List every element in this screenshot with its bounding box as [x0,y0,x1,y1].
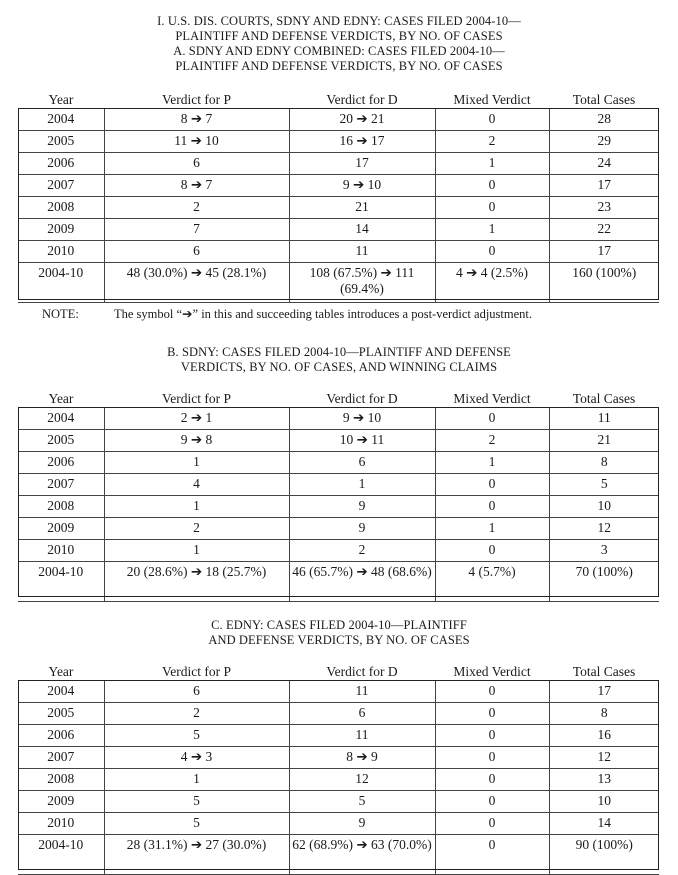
column-header: Total Cases [549,389,659,408]
column-header: Total Cases [549,662,659,681]
total-cell: 46 (65.7%) ➔ 48 (68.6%) [289,562,435,602]
table-a [18,90,659,303]
note [42,306,532,322]
table-cell: 0 [435,241,549,263]
table-cell: 10 ➔ 11 [289,430,435,452]
note-text: The symbol “➔” in this and succeeding tables introduces a post-verdict adjustment. [114,307,533,321]
total-cell: 2004-10 [18,835,104,875]
table-cell: 9 ➔ 10 [289,175,435,197]
table-cell: 14 [289,219,435,241]
table-cell: 20 ➔ 21 [289,109,435,131]
column-header: Verdict for D [289,662,435,681]
table-row [18,452,659,474]
table-cell: 13 [549,769,659,791]
total-row [18,835,659,875]
column-header: Total Cases [549,90,659,109]
heading-line: AND DEFENSE VERDICTS, BY NO. OF CASES [208,633,470,647]
total-cell: 62 (68.9%) ➔ 63 (70.0%) [289,835,435,875]
table-cell: 2008 [18,769,104,791]
table-cell: 16 ➔ 17 [289,131,435,153]
table-cell: 2005 [18,430,104,452]
table-cell: 5 [104,725,289,747]
heading-line: B. SDNY: CASES FILED 2004-10—PLAINTIFF AND DEFENSE [167,345,511,359]
table-cell: 17 [549,681,659,703]
header-row [18,90,659,109]
section-b-heading [0,345,678,375]
total-cell: 90 (100%) [549,835,659,875]
total-cell: 0 [435,835,549,875]
heading-line: I. U.S. DIS. COURTS, SDNY AND EDNY: CASES FILED 2004-10— [157,14,521,28]
table-cell: 5 [549,474,659,496]
table-cell: 8 ➔ 7 [104,175,289,197]
table-cell: 2008 [18,496,104,518]
total-row [18,263,659,303]
heading-line: PLAINTIFF AND DEFENSE VERDICTS, BY NO. OF CASES [175,29,503,43]
total-cell: 2004-10 [18,263,104,303]
table-cell: 10 [549,496,659,518]
table-cell: 0 [435,474,549,496]
table-cell: 2006 [18,725,104,747]
table-cell: 21 [549,430,659,452]
table-cell: 0 [435,747,549,769]
table-cell: 8 ➔ 7 [104,109,289,131]
table-row [18,681,659,703]
total-cell: 2004-10 [18,562,104,602]
table-cell: 12 [549,747,659,769]
table-cell: 0 [435,540,549,562]
table-cell: 17 [549,175,659,197]
table-cell: 0 [435,109,549,131]
table-cell: 0 [435,791,549,813]
table-cell: 2 [104,197,289,219]
table-cell: 2006 [18,153,104,175]
table-cell: 5 [104,813,289,835]
table-cell: 11 [289,725,435,747]
table-cell: 5 [104,791,289,813]
table-row [18,430,659,452]
table-cell: 2 ➔ 1 [104,408,289,430]
table-cell: 2004 [18,109,104,131]
column-header: Mixed Verdict [435,389,549,408]
table-row [18,197,659,219]
header-row [18,662,659,681]
table-cell: 2006 [18,452,104,474]
header-row [18,389,659,408]
table-cell: 5 [289,791,435,813]
table-cell: 6 [289,703,435,725]
table-cell: 0 [435,408,549,430]
table-cell: 11 [289,681,435,703]
heading-line: VERDICTS, BY NO. OF CASES, AND WINNING CLAIMS [180,360,498,374]
column-header: Year [18,389,104,408]
table-cell: 2009 [18,219,104,241]
column-header: Verdict for D [289,389,435,408]
table-cell: 1 [289,474,435,496]
total-row [18,562,659,602]
table-row [18,175,659,197]
table-cell: 2005 [18,703,104,725]
table-cell: 2004 [18,408,104,430]
total-cell: 48 (30.0%) ➔ 45 (28.1%) [104,263,289,303]
table-cell: 0 [435,496,549,518]
section-a-heading [0,14,678,74]
total-cell: 160 (100%) [549,263,659,303]
total-cell: 108 (67.5%) ➔ 111 (69.4%) [289,263,435,303]
table-cell: 1 [435,153,549,175]
table-row [18,241,659,263]
table-cell: 0 [435,703,549,725]
table-cell: 6 [104,241,289,263]
table-cell: 1 [435,518,549,540]
table-row [18,747,659,769]
table-cell: 28 [549,109,659,131]
table-cell: 1 [435,452,549,474]
table-cell: 8 [549,703,659,725]
table-cell: 9 ➔ 10 [289,408,435,430]
table-cell: 2010 [18,540,104,562]
column-header: Mixed Verdict [435,90,549,109]
table-cell: 16 [549,725,659,747]
column-header: Year [18,662,104,681]
total-cell: 20 (28.6%) ➔ 18 (25.7%) [104,562,289,602]
table-cell: 2005 [18,131,104,153]
heading-line: C. EDNY: CASES FILED 2004-10—PLAINTIFF [211,618,467,632]
column-header: Verdict for P [104,389,289,408]
table-row [18,131,659,153]
table-cell: 11 ➔ 10 [104,131,289,153]
table-cell: 10 [549,791,659,813]
table-cell: 3 [549,540,659,562]
table-cell: 2009 [18,791,104,813]
table-cell: 12 [549,518,659,540]
column-header: Year [18,90,104,109]
table-cell: 1 [104,452,289,474]
table-cell: 11 [289,241,435,263]
column-header: Verdict for D [289,90,435,109]
table-cell: 0 [435,197,549,219]
table-cell: 2010 [18,813,104,835]
section-c-heading [0,618,678,648]
total-cell: 70 (100%) [549,562,659,602]
table-cell: 2004 [18,681,104,703]
column-header: Verdict for P [104,662,289,681]
table-cell: 2010 [18,241,104,263]
table-cell: 0 [435,175,549,197]
table-cell: 9 [289,496,435,518]
table-cell: 0 [435,725,549,747]
table-cell: 0 [435,769,549,791]
heading-line: PLAINTIFF AND DEFENSE VERDICTS, BY NO. OF CASES [175,59,503,73]
table-row [18,791,659,813]
table-cell: 6 [104,681,289,703]
table-cell: 2009 [18,518,104,540]
table-cell: 1 [104,496,289,518]
table-cell: 14 [549,813,659,835]
table-cell: 2008 [18,197,104,219]
table-cell: 24 [549,153,659,175]
table-cell: 21 [289,197,435,219]
table-cell: 8 [549,452,659,474]
table-row [18,540,659,562]
table-cell: 2 [104,703,289,725]
table-row [18,518,659,540]
table-cell: 2007 [18,747,104,769]
table-cell: 23 [549,197,659,219]
table-cell: 11 [549,408,659,430]
table-row [18,219,659,241]
table-cell: 17 [549,241,659,263]
table-row [18,408,659,430]
table-cell: 2 [435,131,549,153]
table-cell: 22 [549,219,659,241]
table-row [18,769,659,791]
table-cell: 9 [289,813,435,835]
table-cell: 29 [549,131,659,153]
column-header: Mixed Verdict [435,662,549,681]
table-cell: 1 [104,540,289,562]
table-cell: 0 [435,813,549,835]
table-row [18,813,659,835]
table-row [18,109,659,131]
table-cell: 9 ➔ 8 [104,430,289,452]
table-cell: 2 [289,540,435,562]
table-cell: 0 [435,681,549,703]
column-header: Verdict for P [104,90,289,109]
note-label: NOTE: [42,307,79,321]
table-cell: 2007 [18,474,104,496]
table-cell: 2007 [18,175,104,197]
table-cell: 4 ➔ 3 [104,747,289,769]
total-cell: 4 (5.7%) [435,562,549,602]
table-row [18,474,659,496]
table-cell: 9 [289,518,435,540]
table-row [18,153,659,175]
total-cell: 28 (31.1%) ➔ 27 (30.0%) [104,835,289,875]
table-cell: 2 [435,430,549,452]
table-cell: 4 [104,474,289,496]
table-cell: 2 [104,518,289,540]
table-cell: 7 [104,219,289,241]
heading-line: A. SDNY AND EDNY COMBINED: CASES FILED 2004-10— [173,44,505,58]
table-cell: 6 [289,452,435,474]
table-cell: 1 [435,219,549,241]
table-c [18,662,659,875]
table-row [18,496,659,518]
table-row [18,703,659,725]
total-cell: 4 ➔ 4 (2.5%) [435,263,549,303]
table-cell: 12 [289,769,435,791]
table-cell: 17 [289,153,435,175]
table-cell: 8 ➔ 9 [289,747,435,769]
table-b [18,389,659,602]
table-cell: 6 [104,153,289,175]
table-cell: 1 [104,769,289,791]
table-row [18,725,659,747]
